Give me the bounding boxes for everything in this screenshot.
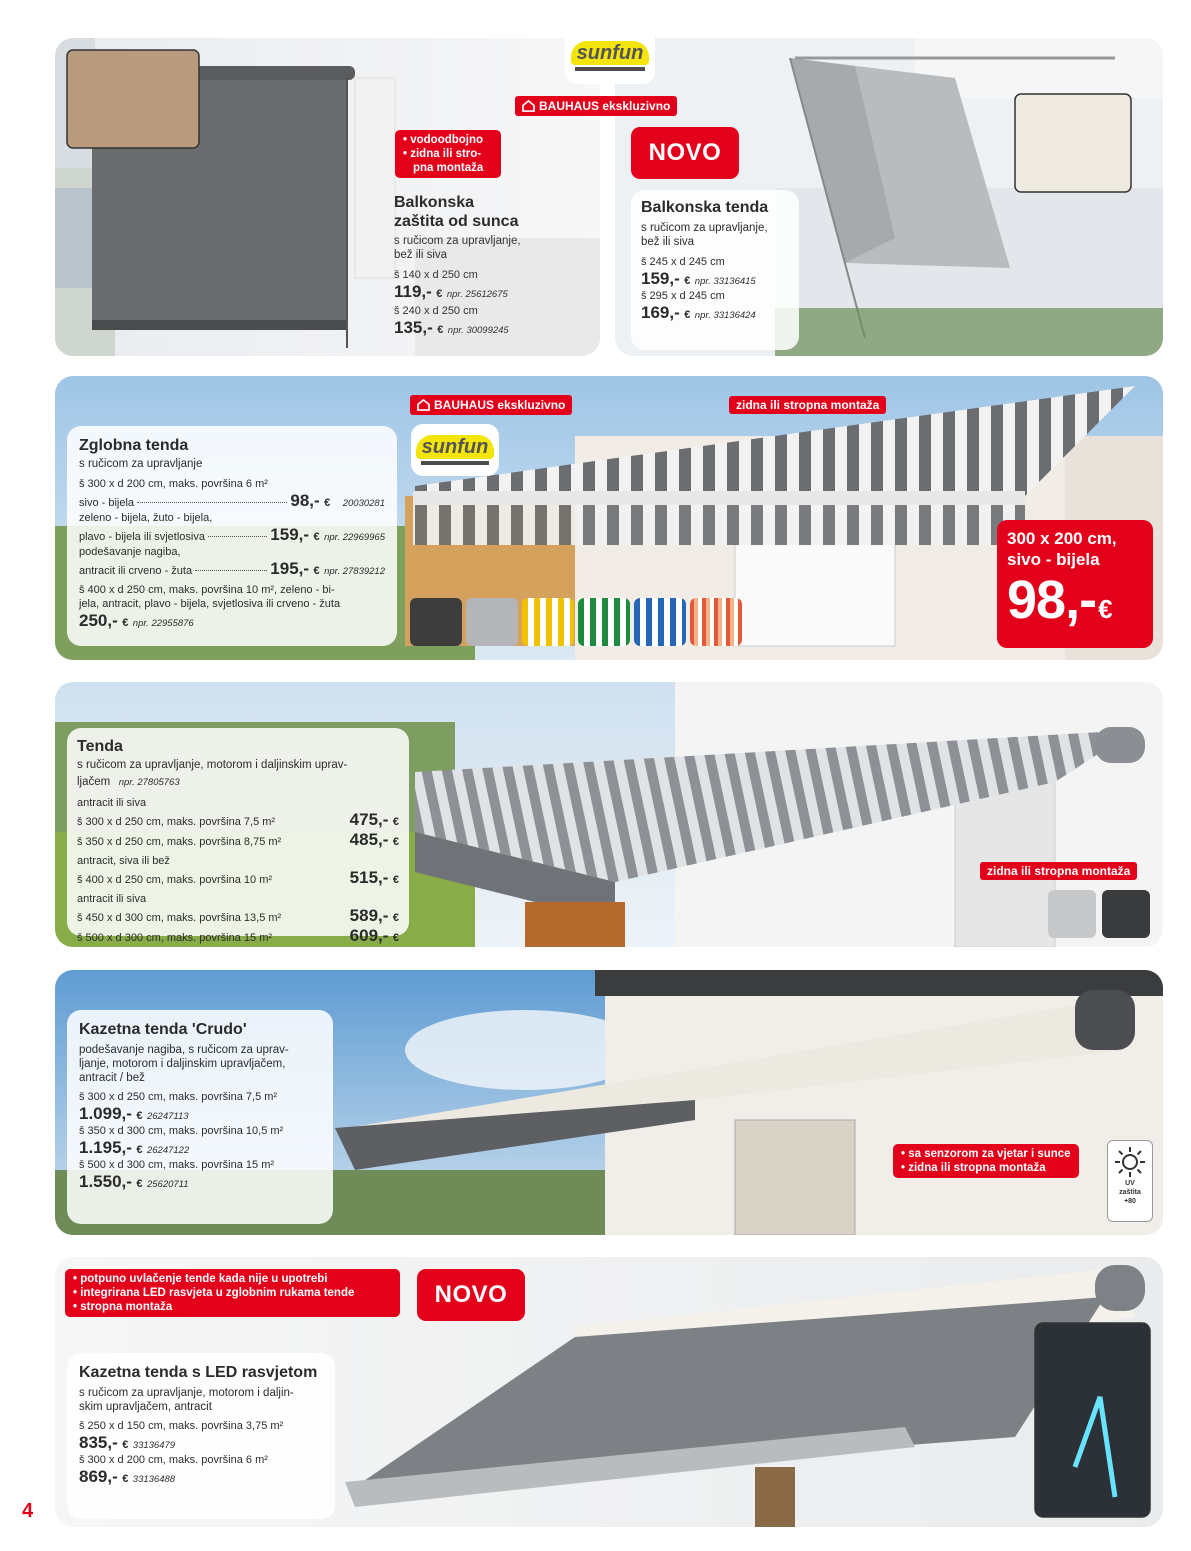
variant-line: š 400 x d 250 cm, maks. površina 10 m², zeleno - bi-: [79, 584, 335, 596]
variant-size: š 500 x d 300 cm, maks. površina 15 m²: [77, 932, 273, 944]
variant-price-row: [77, 906, 399, 926]
variant-colors: plavo - bijela ili svjetlosiva: [79, 531, 205, 543]
variant-size: š 500 x d 300 cm, maks. površina 15 m²: [79, 1159, 275, 1171]
variant-price-row: [77, 868, 399, 888]
variant-line: jela, antracit, plavo - bijela, svjetlosiva ili crveno - žuta: [79, 598, 341, 610]
product-desc-line3: antracit / bež: [79, 1072, 145, 1084]
currency: €: [437, 324, 444, 336]
currency: €: [436, 288, 443, 300]
panel-balcony-sunscreen: [55, 38, 600, 356]
price: 195,-: [270, 559, 310, 578]
variant-size: š 300 x d 250 cm, maks. površina 7,5 m²: [77, 816, 276, 828]
product-desc-line2-row: [77, 772, 399, 790]
variant-size: š 295 x d 245 cm: [641, 290, 725, 302]
product-title-line2: zaštita od sunca: [394, 213, 519, 230]
article-number: npr. 27805763: [118, 777, 180, 788]
currency: €: [136, 1110, 143, 1122]
variant-size: š 300 x d 250 cm, maks. površina 7,5 m²: [79, 1091, 278, 1103]
color-swatch-grey: [1048, 890, 1096, 938]
color-swatch-grey: [466, 598, 518, 646]
promo-color: sivo - bijela: [1007, 550, 1100, 569]
currency: €: [392, 912, 399, 924]
product-info: [67, 728, 409, 945]
logo-bar: [575, 67, 645, 71]
product-desc: s ručicom za upravljanje, motorom i daljinskim uprav-: [77, 759, 348, 771]
article-number: npr. 27839212: [324, 566, 385, 577]
uv-protection-badge: [1107, 1140, 1153, 1222]
panel-cassette-led: [55, 1257, 1163, 1527]
feature-item: • zidna ili stro-: [403, 148, 482, 160]
variant-price-row: [79, 1138, 321, 1158]
price: 609,-: [349, 926, 389, 945]
novo-badge: [417, 1269, 525, 1321]
price: 485,-: [349, 830, 389, 849]
variant-colors: zeleno - bijela, žuto - bijela,: [79, 512, 213, 524]
promo-price-box: [997, 520, 1153, 648]
feature-item: • integrirana LED rasvjeta u zglobnim rukama tende: [73, 1287, 355, 1299]
product-desc-line2: ljačem: [77, 776, 111, 788]
currency: €: [324, 497, 331, 509]
leader-dots: [208, 536, 267, 537]
variant-price-row: [394, 318, 594, 338]
article-number: npr. 22955876: [132, 618, 194, 629]
price: 475,-: [349, 810, 389, 829]
house-icon: [522, 100, 535, 112]
product-desc-line2: bež ili siva: [641, 236, 695, 248]
product-info: [67, 1010, 333, 1224]
logo-bar: [421, 461, 490, 465]
article-number: npr. 30099245: [447, 325, 509, 336]
product-info: [631, 190, 799, 350]
variant-colors: antracit ili siva: [77, 893, 147, 905]
variant-size: š 350 x d 250 cm, maks. površina 8,75 m²: [77, 836, 282, 848]
bauhaus-exclusive-text: BAUHAUS ekskluzivno: [539, 99, 671, 113]
article-number: npr. 33136415: [694, 276, 756, 287]
article-number: npr. 33136424: [694, 310, 756, 321]
variant-price-row: [79, 525, 385, 545]
uv-label: UV: [1125, 1180, 1135, 1187]
variant-price-row: [79, 1467, 323, 1487]
currency: €: [122, 617, 129, 629]
product-desc: s ručicom za upravljanje,: [394, 235, 521, 247]
product-desc-line2: skim upravljačem, antracit: [79, 1401, 212, 1413]
uv-label: zaštita: [1119, 1189, 1141, 1196]
bauhaus-exclusive-text: BAUHAUS ekskluzivno: [434, 398, 566, 412]
color-swatch-green-white: [578, 598, 630, 646]
variant-feature: podešavanje nagiba,: [79, 546, 181, 558]
mounting-badge: zidna ili stropna montaža: [729, 396, 886, 414]
sunfun-logo: [565, 28, 655, 84]
color-swatch-blue-white: [634, 598, 686, 646]
currency: €: [684, 309, 691, 321]
color-swatch-red-yellow: [690, 598, 742, 646]
variant-price-row: [77, 926, 399, 946]
price: 135,-: [394, 318, 433, 337]
features-badge: [65, 1269, 400, 1317]
bauhaus-exclusive-badge: [515, 96, 677, 116]
leader-dots: [195, 570, 267, 571]
price: 1.195,-: [79, 1138, 132, 1157]
variant-size: š 240 x d 250 cm: [394, 305, 478, 317]
variant-size: š 350 x d 300 cm, maks. površina 10,5 m²: [79, 1125, 284, 1137]
feature-item: • sa senzorom za vjetar i sunce: [901, 1148, 1071, 1160]
panel-articulated-awning: [55, 376, 1163, 660]
promo-price-row: [1007, 570, 1143, 630]
panel-cassette-crudo: [55, 970, 1163, 1235]
product-desc-line2: bež ili siva: [394, 249, 448, 261]
sunfun-logo-text: sunfun: [571, 41, 650, 65]
variant-colors: antracit, siva ili bež: [77, 855, 170, 867]
product-title: Zglobna tenda: [79, 437, 189, 454]
price: 119,-: [394, 282, 432, 301]
product-info: [67, 1353, 335, 1519]
variant-size: š 400 x d 250 cm, maks. površina 10 m²: [77, 874, 273, 886]
currency: €: [313, 565, 320, 577]
product-title: Kazetna tenda s LED rasvjetom: [79, 1364, 318, 1381]
novo-text: NOVO: [648, 139, 722, 166]
currency: €: [136, 1144, 143, 1156]
product-desc: s ručicom za upravljanje, motorom i daljin-: [79, 1387, 294, 1399]
panel-balcony-awning: [615, 38, 1163, 356]
price: 98,-: [290, 491, 320, 510]
price: 589,-: [349, 906, 389, 925]
variant-price-row: [641, 303, 789, 323]
variant-size: š 245 x d 245 cm: [641, 256, 725, 268]
price: 869,-: [79, 1467, 118, 1486]
variant-price-row: [79, 559, 385, 579]
variant-size: š 450 x d 300 cm, maks. površina 13,5 m²: [77, 912, 282, 924]
price: 159,-: [270, 525, 310, 544]
price: 250,-: [79, 611, 118, 630]
currency: €: [122, 1439, 129, 1451]
variant-colors: antracit ili crveno - žuta: [79, 565, 193, 577]
price: 169,-: [641, 303, 680, 322]
variant-price-row: [79, 1433, 323, 1453]
variant-price-row: [77, 810, 399, 830]
product-desc: s ručicom za upravljanje: [79, 458, 203, 470]
price: 1.099,-: [79, 1104, 132, 1123]
price: 835,-: [79, 1433, 118, 1452]
feature-item: • potpuno uvlačenje tende kada nije u upotrebi: [73, 1273, 328, 1285]
article-number: 33136479: [132, 1440, 176, 1451]
article-number: 20030281: [342, 498, 385, 509]
currency: €: [313, 531, 320, 543]
variant-line: š 300 x d 200 cm, maks. površina 6 m²: [79, 478, 268, 490]
currency: €: [392, 836, 399, 848]
feature-item: • vodoodbojno: [403, 134, 484, 146]
page-number: 4: [22, 1500, 34, 1522]
article-number: 25620711: [146, 1179, 189, 1190]
variant-price-row: [79, 1104, 321, 1124]
color-swatch-yellow-white: [522, 598, 574, 646]
house-icon: [417, 399, 430, 411]
product-title: Tenda: [77, 738, 123, 755]
variant-colors: antracit ili siva: [77, 797, 147, 809]
variant-price-row: [77, 830, 399, 850]
currency: €: [684, 275, 691, 287]
currency: €: [392, 874, 399, 886]
product-info: [67, 426, 397, 646]
currency: €: [122, 1473, 129, 1485]
mounting-badge: zidna ili stropna montaža: [980, 862, 1137, 880]
sun-icon: [1113, 1145, 1147, 1179]
variant-colors: sivo - bijela: [79, 497, 135, 509]
variant-price-row: [394, 282, 594, 302]
variant-price-row: [79, 611, 385, 631]
variant-size: š 140 x d 250 cm: [394, 269, 478, 281]
color-swatch-anthracite: [410, 598, 462, 646]
sunfun-logo: [411, 424, 499, 476]
variant-price-row: [641, 269, 789, 289]
article-number: 26247122: [146, 1145, 190, 1156]
promo-currency: €: [1098, 594, 1113, 624]
variant-size: š 250 x d 150 cm, maks. površina 3,75 m²: [79, 1420, 284, 1432]
product-desc: podešavanje nagiba, s ručicom za uprav-: [79, 1044, 289, 1056]
feature-item: • stropna montaža: [73, 1301, 173, 1313]
feature-item: • zidna ili stropna montaža: [901, 1162, 1046, 1174]
product-title: Balkonska tenda: [641, 199, 769, 216]
sunfun-logo-text: sunfun: [416, 435, 495, 459]
bauhaus-exclusive-badge: [410, 395, 572, 415]
variant-size: š 300 x d 200 cm, maks. površina 6 m²: [79, 1454, 268, 1466]
uv-label: +80: [1124, 1198, 1136, 1205]
feature-item: pna montaža: [413, 162, 484, 174]
panel-awning-motor: [55, 682, 1163, 947]
product-desc: s ručicom za upravljanje,: [641, 222, 768, 234]
novo-badge: [631, 127, 739, 179]
price: 515,-: [349, 868, 389, 887]
features-badge: [395, 130, 501, 178]
currency: €: [136, 1178, 143, 1190]
currency: €: [392, 816, 399, 828]
price: 1.550,-: [79, 1172, 132, 1191]
product-desc-line2: ljanje, motorom i daljinskim upravljačem,: [79, 1058, 286, 1070]
promo-size: 300 x 200 cm,: [1007, 529, 1117, 548]
product-title: Balkonska: [394, 194, 475, 211]
novo-text: NOVO: [434, 1281, 508, 1308]
product-info: [394, 193, 594, 338]
product-title: Kazetna tenda 'Crudo': [79, 1021, 247, 1038]
currency: €: [392, 932, 399, 944]
article-number: npr. 25612675: [446, 289, 508, 300]
article-number: 26247113: [146, 1111, 189, 1122]
price: 159,-: [641, 269, 680, 288]
variant-price-row: [79, 1172, 321, 1192]
features-badge: [893, 1144, 1079, 1178]
leader-dots: [137, 502, 287, 503]
promo-price: 98,-: [1007, 570, 1097, 630]
article-number: 33136488: [132, 1474, 176, 1485]
variant-price-row: [79, 491, 385, 511]
article-number: npr. 22969965: [324, 532, 385, 543]
color-swatch-anthracite: [1102, 890, 1150, 938]
